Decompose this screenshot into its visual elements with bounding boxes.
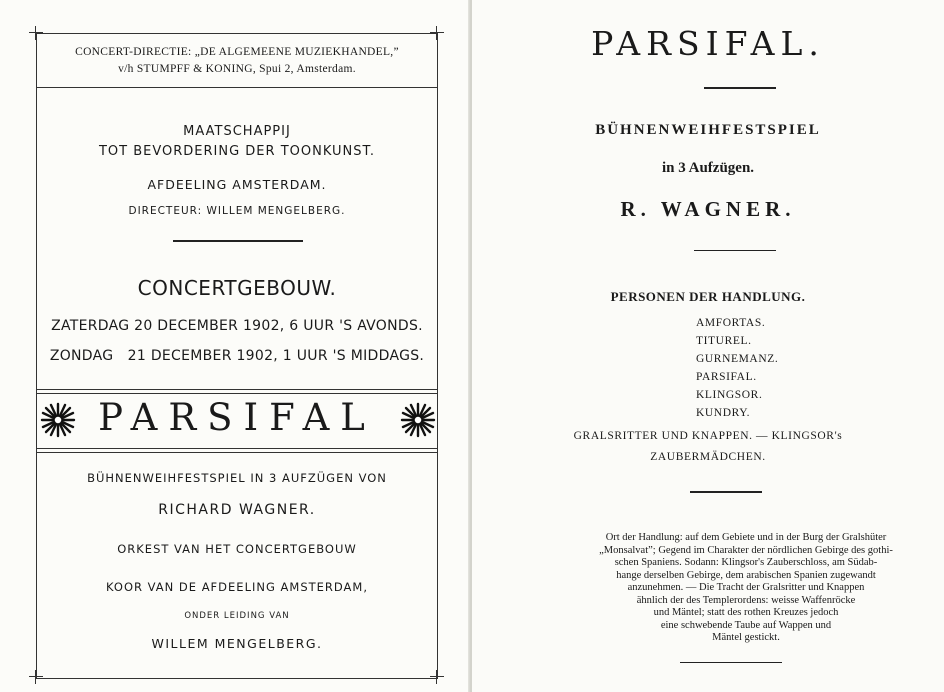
orchestra-line: ORKEST VAN HET CONCERTGEBOUW [117,542,357,556]
roles-list [696,314,896,422]
role-item: AMFORTAS. [696,317,766,329]
corner-ornament [430,670,444,684]
role-item: KLINGSOR. [696,389,763,401]
program-title: PARSIFAL [98,396,376,439]
corner-ornament [430,26,444,40]
choir-line: KOOR VAN DE AFDEELING AMSTERDAM, [106,580,368,594]
left-page-program [0,0,470,692]
setting-line: anzunehmen. — Die Tracht der Gralsritter und Knappen [627,582,865,593]
ornament-star-icon [400,402,436,438]
society-purpose: TOT BEVORDERING DER TOONKUNST. [98,144,376,159]
divider [173,240,303,242]
divider [680,662,782,663]
conducted-by-line: ONDER LEIDING VAN [184,611,290,621]
role-item: PARSIFAL. [696,371,757,383]
corner-ornament [29,670,43,684]
setting-description [560,532,932,645]
concert-directie-line: CONCERT-DIRECTIE: „DE ALGEMEENE MUZIEKHANDEL,” [75,46,399,58]
role-item: GURNEMANZ. [696,353,779,365]
role-item: TITUREL. [696,335,752,347]
performance-date-2: ZONDAG 21 DECEMBER 1902, 1 UUR 'S MIDDAGS. [49,348,425,364]
ensemble-line: GRALSRITTER UND KNAPPEN. — KLINGSOR's [573,430,843,442]
society-division: AFDEELING AMSTERDAM. [147,177,327,192]
divider [690,491,762,493]
setting-line: hange derselben Gebirge, dem arabischen Spanien zugewandt [616,569,876,581]
conductor-name: WILLEM MENGELBERG. [151,636,323,651]
libretto-title: PARSIFAL. [591,24,825,63]
libretto-subtitle: BÜHNENWEIHFESTSPIEL [595,122,821,138]
divider [36,452,438,453]
performance-date-1: ZATERDAG 20 DECEMBER 1902, 6 UUR 'S AVONDS. [51,318,423,334]
venue-name: CONCERTGEBOUW. [137,276,337,300]
director-line: DIRECTEUR: WILLEM MENGELBERG. [128,205,346,217]
divider [36,393,438,394]
setting-line: Ort der Handlung: auf dem Gebiete und in der Burg der Gralshüter [605,532,887,543]
role-item: KUNDRY. [696,407,751,419]
setting-line: „Monsalvat”; Gegend im Charakter der nördlichen Gebirge des gothi- [599,544,893,556]
composer-name: R. WAGNER. [620,197,796,221]
society-name: MAATSCHAPPIJ [183,124,291,139]
ensemble-line: ZAUBERMÄDCHEN. [650,451,766,463]
personen-heading: PERSONEN DER HANDLUNG. [610,289,806,304]
right-page-libretto-title [472,0,944,692]
setting-line: schen Spaniens. Sodann: Klingsor's Zauberschloss, am Südab- [614,557,878,568]
divider [694,250,776,251]
publisher-address-line: v/h STUMPFF & KONING, Spui 2, Amsterdam. [118,63,356,75]
setting-line: ähnlich der des Templerordens: weisse Waffenröcke [636,594,856,606]
divider [36,87,438,88]
setting-line: Mäntel gestickt. [712,632,780,643]
divider [704,87,776,89]
setting-line: eine schwebende Taube auf Wappen und [660,619,832,631]
composer-name: RICHARD WAGNER. [158,502,316,518]
work-description: BÜHNENWEIHFESTSPIEL IN 3 AUFZÜGEN VON [87,471,387,485]
corner-ornament [29,26,43,40]
setting-line: und Mäntel; statt des rothen Kreuzes jedoch [653,607,839,618]
divider [36,389,438,390]
divider [36,448,438,449]
acts-line: in 3 Aufzügen. [661,160,755,176]
